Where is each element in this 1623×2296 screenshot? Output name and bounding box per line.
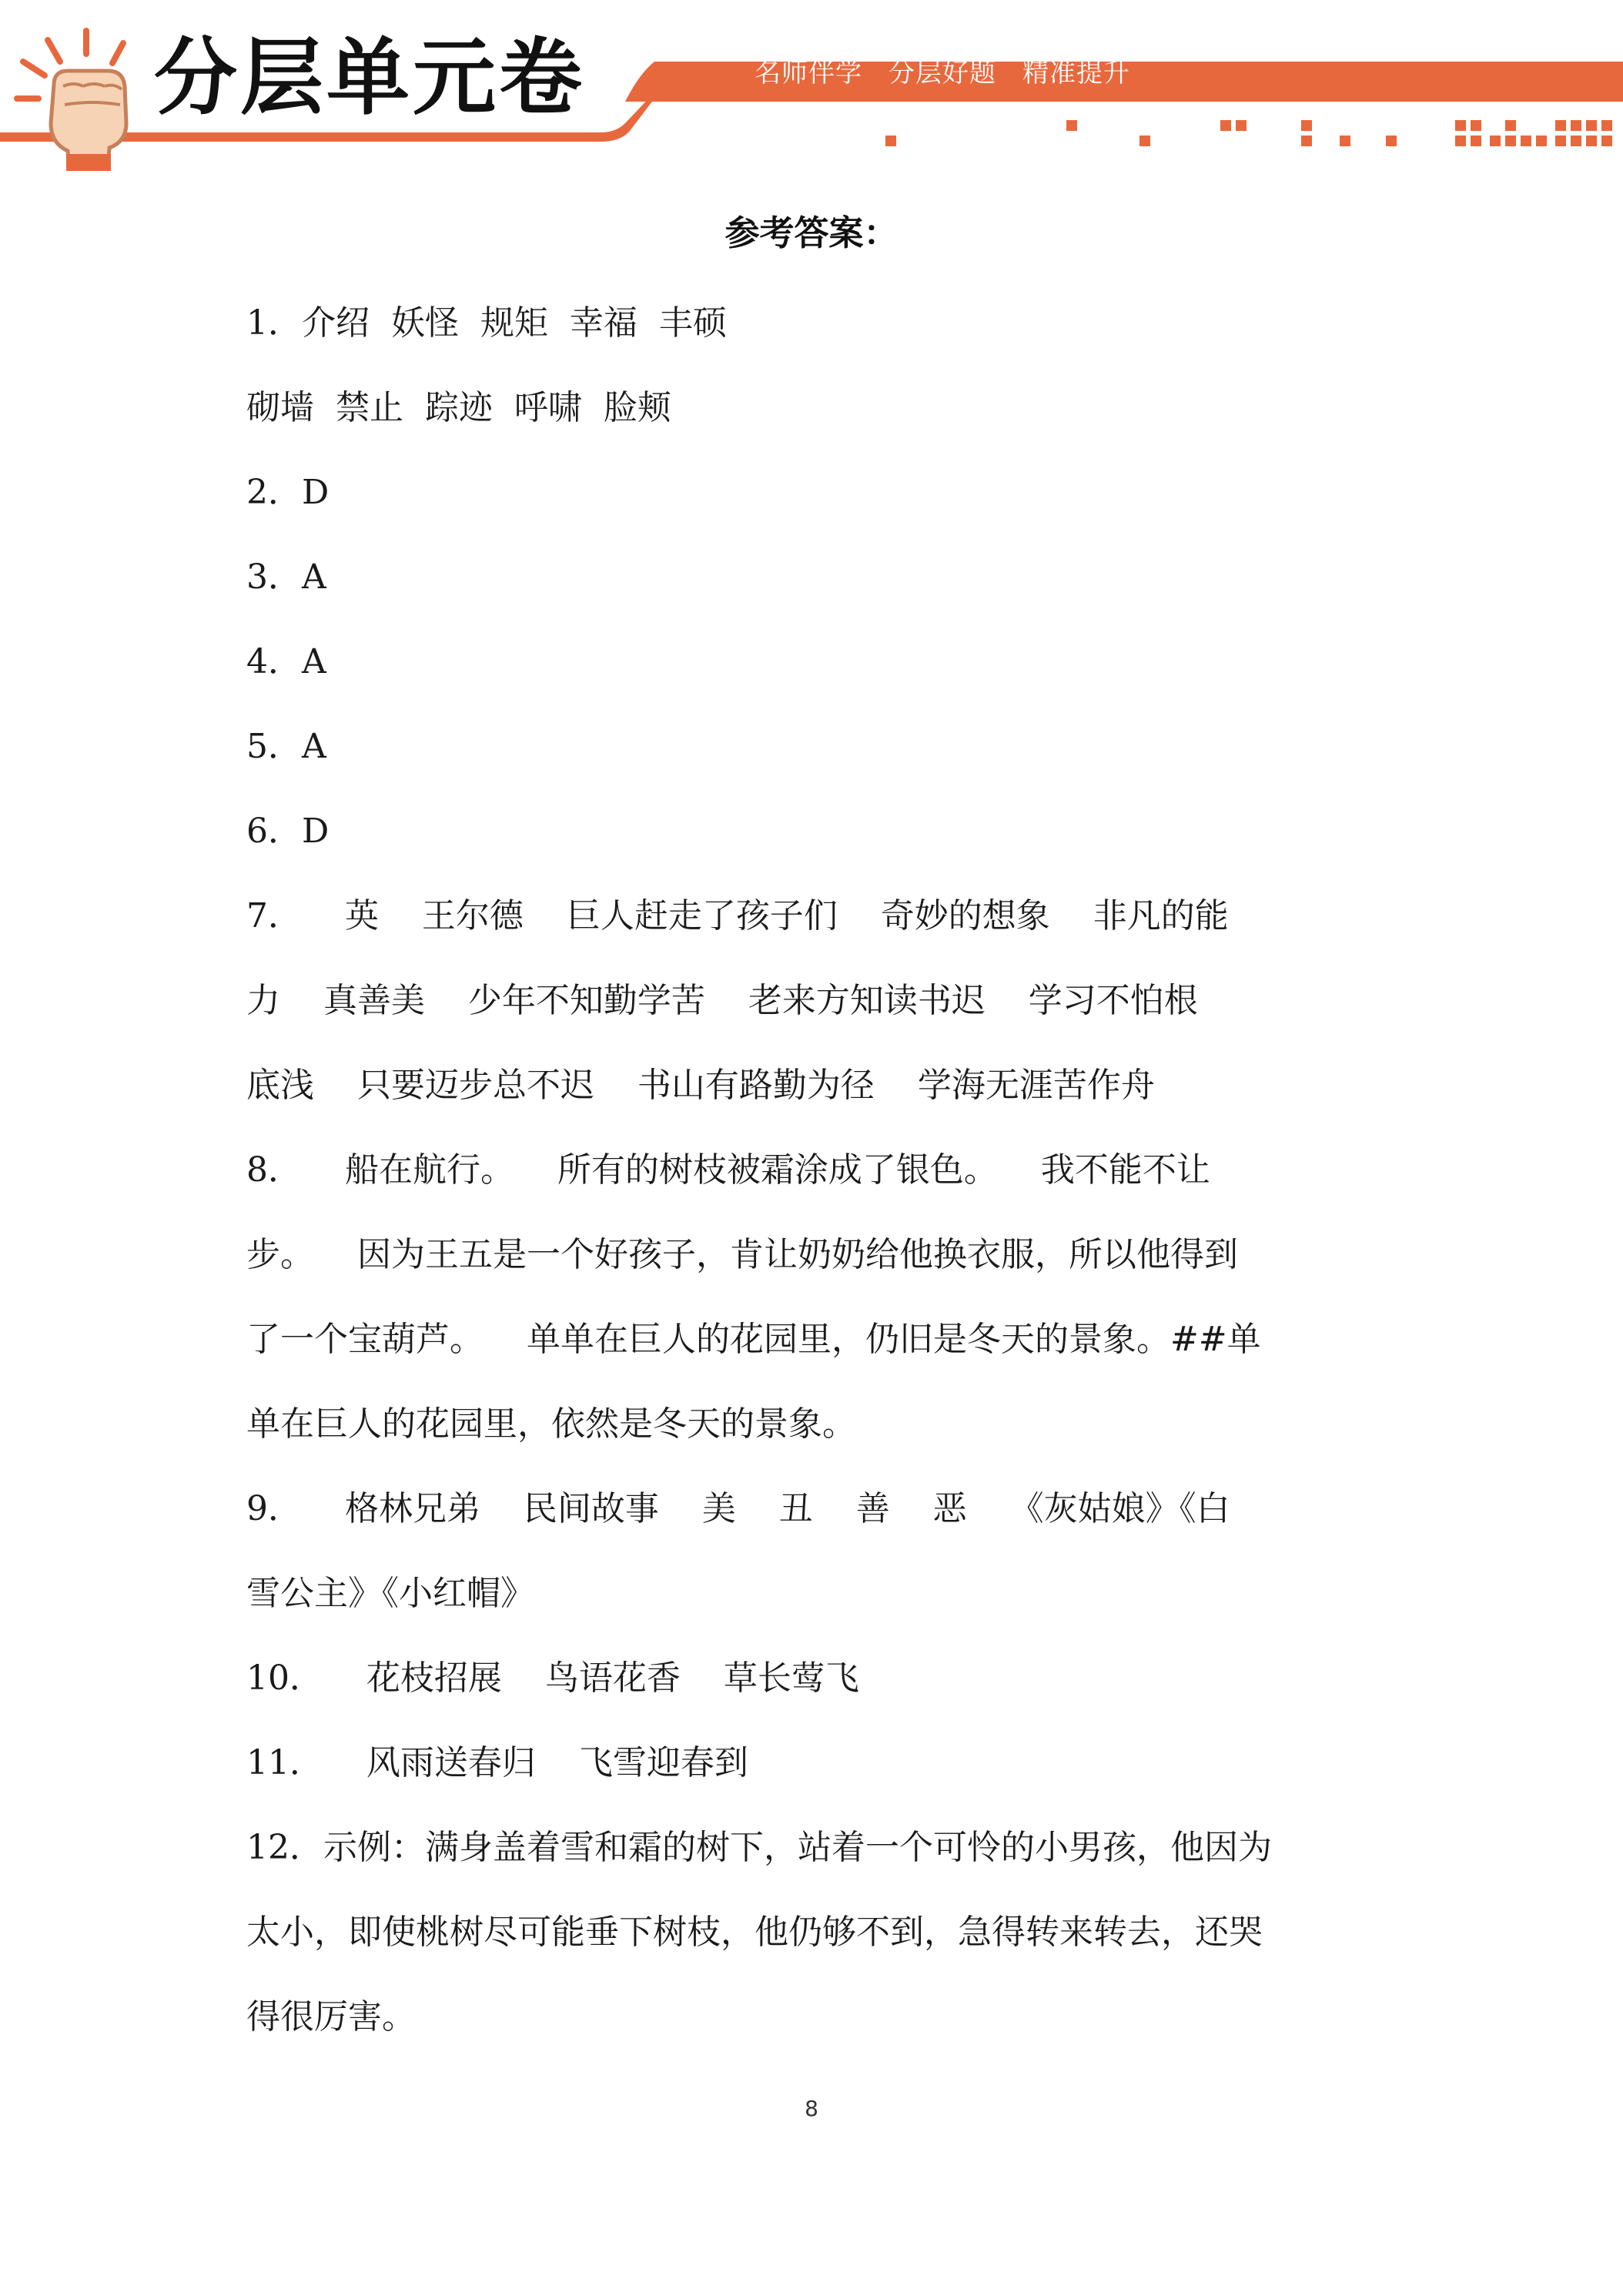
answer-line: 9． 格林兄弟 民间故事 美 丑 善 恶 《灰姑娘》《白 xyxy=(246,1489,1230,1528)
answer-line: 12．示例：满身盖着雪和霜的树下，站着一个可怜的小男孩，他因为 xyxy=(246,1828,1272,1867)
answer-line: 底浅 只要迈步总不迟 书山有路勤为径 学海无涯苦作舟 xyxy=(246,1066,1155,1105)
answer-line: 7． 英 王尔德 巨人赶走了孩子们 奇妙的想象 非凡的能 xyxy=(246,896,1229,935)
answer-line: 2．D xyxy=(246,473,330,512)
answer-key-title: 参考答案： xyxy=(724,213,899,253)
answer-line: 10． 花枝招展 鸟语花香 草长莺飞 xyxy=(246,1658,859,1698)
brand-title: 分层单元卷 xyxy=(154,30,586,126)
raised-fist-icon xyxy=(17,31,126,171)
answer-line: 1．介绍 妖怪 规矩 幸福 丰硕 xyxy=(246,303,727,343)
answer-line: 4．A xyxy=(246,642,326,681)
answer-line: 步。 因为王五是一个好孩子，肯让奶奶给他换衣服，所以他得到 xyxy=(246,1235,1238,1274)
page-header xyxy=(0,0,1623,177)
slogan-item: 名师伴学 xyxy=(755,58,862,89)
answer-line: 单在巨人的花园里，依然是冬天的景象。 xyxy=(246,1404,856,1444)
answer-line: 8． 船在航行。 所有的树枝被霜涂成了银色。 我不能不让 xyxy=(246,1150,1210,1190)
slogan-item: 分层好题 xyxy=(888,58,996,89)
answer-line: 5．A xyxy=(246,727,326,766)
answer-line: 砌墙 禁止 踪迹 呼啸 脸颊 xyxy=(246,388,671,427)
answer-line: 3．A xyxy=(246,557,326,597)
answer-line: 雪公主》《小红帽》 xyxy=(246,1574,534,1613)
answer-line: 11． 风雨送春归 飞雪迎春到 xyxy=(246,1743,748,1782)
slogan-item: 精准提升 xyxy=(1022,58,1130,89)
answer-line: 6．D xyxy=(246,812,330,851)
answer-line: 太小，即使桃树尽可能垂下树枝，他仍够不到，急得转来转去，还哭 xyxy=(246,1913,1263,1952)
answer-line: 了一个宝葫芦。 单单在巨人的花园里，仍旧是冬天的景象。##单 xyxy=(246,1320,1261,1359)
answer-line: 力 真善美 少年不知勤学苦 老来方知读书迟 学习不怕根 xyxy=(246,981,1198,1020)
page-number: 8 xyxy=(805,2096,818,2121)
answer-line: 得很厉害。 xyxy=(246,1997,416,2037)
header-slogan xyxy=(755,58,1156,89)
